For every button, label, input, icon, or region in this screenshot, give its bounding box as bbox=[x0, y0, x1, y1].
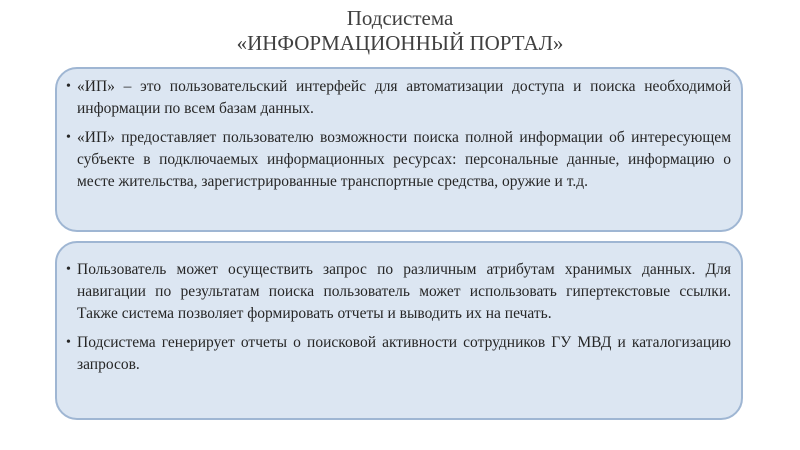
bullet-icon: • bbox=[66, 335, 71, 350]
list-item-text: «ИП» предоставляет пользователю возможности поиска полной информации об интересующем субъекте в подключаемых информационных ресурсах: персональные данные, информацию о месте жительства, зарегистрированные транспортные средства, оружие и т.д. bbox=[77, 129, 731, 190]
description-panel bbox=[55, 67, 743, 232]
list-item bbox=[67, 259, 731, 325]
features-panel bbox=[55, 241, 743, 420]
list-item-text: Подсистема генерирует отчеты о поисковой активности сотрудников ГУ МВД и каталогизацию запросов. bbox=[77, 334, 731, 373]
title-line-2: «ИНФОРМАЦИОННЫЙ ПОРТАЛ» bbox=[236, 31, 564, 55]
list-item-text: Пользователь может осуществить запрос по различным атрибутам хранимых данных. Для навигации по результатам поиска пользователь может использовать гипертекстовые ссылки. Также система позволяет формировать отчеты и выводить их на печать. bbox=[77, 261, 731, 322]
bullet-icon: • bbox=[66, 130, 71, 145]
list-item-text: «ИП» – это пользовательский интерфейс для автоматизации доступа и поиска необходимой информации по всем базам данных. bbox=[77, 78, 731, 117]
slide-title bbox=[0, 6, 800, 56]
bullet-icon: • bbox=[66, 79, 71, 94]
title-line-1: Подсистема bbox=[346, 6, 454, 30]
list-item bbox=[67, 332, 731, 376]
list-item bbox=[67, 76, 731, 120]
bullet-icon: • bbox=[66, 262, 71, 277]
list-item bbox=[67, 127, 731, 193]
